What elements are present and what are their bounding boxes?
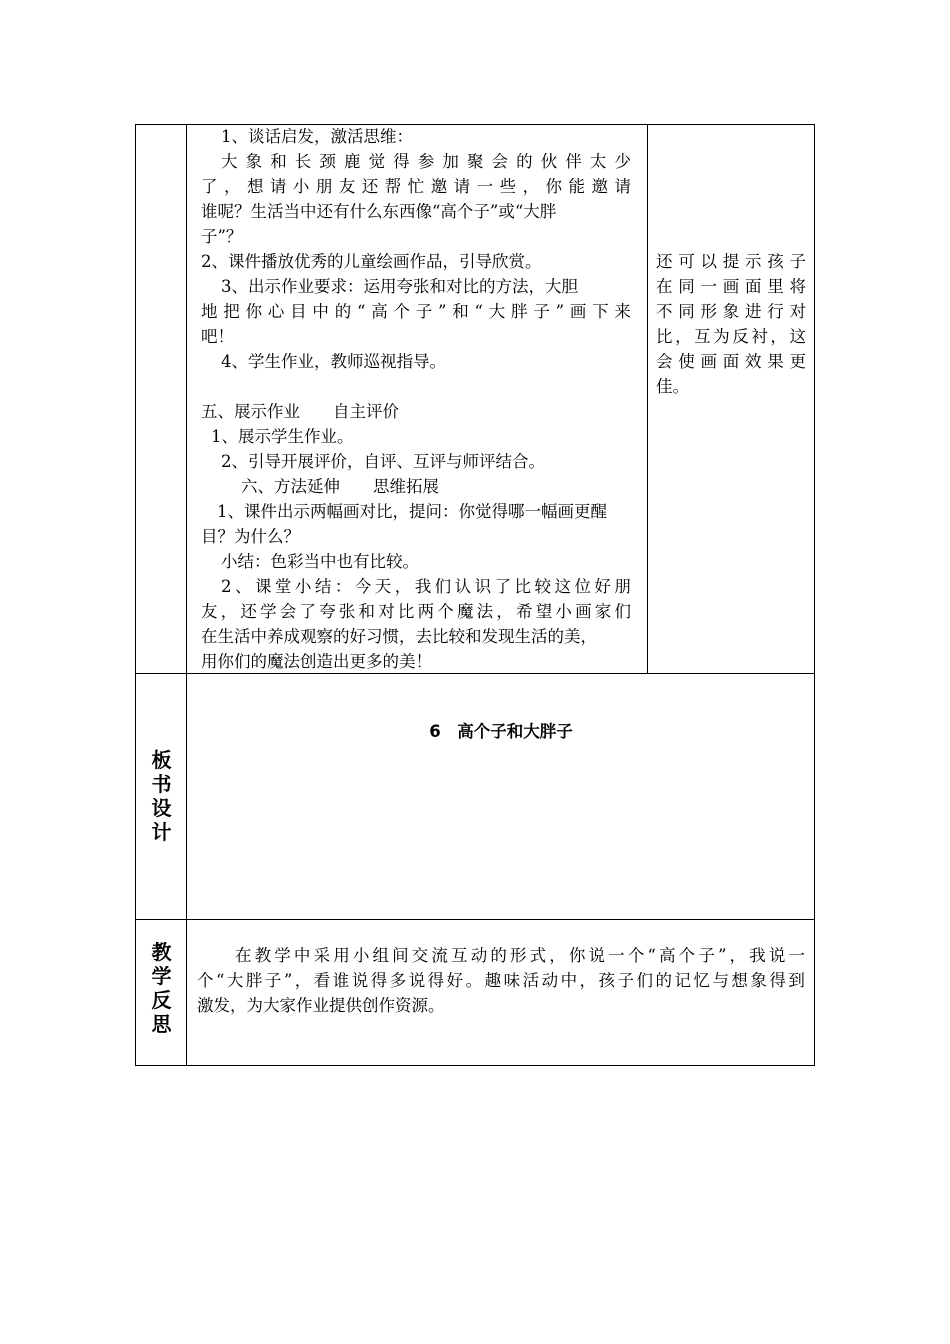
process-line: 2、课件播放优秀的儿童绘画作品，引导欣赏。 xyxy=(201,252,542,271)
intent-line: 比 ， 互 为 反 衬 ， 这 xyxy=(656,327,806,346)
reflection-line: 个 “ 大 胖 子 ” ， 看 谁 说 得 多 说 得 好 。 趣 味 活 动 中 ， 孩 子 们 的 记 忆 与 想 象 得 到 xyxy=(197,971,805,990)
process-line: 五、展示作业 自主评价 xyxy=(201,402,399,421)
process-line: 目？为什么？ xyxy=(201,527,300,546)
process-line: 友 ， 还 学 会 了 夸 张 和 对 比 两 个 魔 法 ， 希 望 小 画 家 们 xyxy=(201,602,631,621)
process-line: 地 把 你 心 目 中 的 “ 高 个 子 ” 和 “ 大 胖 子 ” 画 下 来 xyxy=(201,302,631,321)
reflection-content-cell xyxy=(187,920,814,1065)
intent-line: 会 使 画 面 效 果 更 xyxy=(656,352,806,371)
reflection-label: 教学反思 xyxy=(151,940,172,1036)
process-line: 子”？ xyxy=(201,227,243,246)
intent-line: 还 可 以 提 示 孩 子 xyxy=(656,252,806,271)
process-line: 1、课件出示两幅画对比，提问：你觉得哪一幅画更醒 xyxy=(217,502,607,521)
process-line: 用你们的魔法创造出更多的美！ xyxy=(201,652,432,671)
board-title: 6 高个子和大胖子 xyxy=(429,722,573,741)
board-design-label: 板书设计 xyxy=(151,748,172,844)
process-line: 1、谈话启发，激活思维： xyxy=(221,127,413,146)
process-line: 吧！ xyxy=(201,327,234,346)
process-line: 六、方法延伸 思维拓展 xyxy=(241,477,439,496)
process-line: 2、引导开展评价，自评、互评与师评结合。 xyxy=(221,452,545,471)
intent-line: 在 同 一 画 面 里 将 xyxy=(656,277,806,296)
board-design-content-cell xyxy=(187,674,814,919)
reflection-line: 激发，为大家作业提供创作资源。 xyxy=(197,996,445,1015)
lesson-plan-table xyxy=(135,124,815,1066)
process-line: 在生活中养成观察的好习惯，去比较和发现生活的美， xyxy=(201,627,597,646)
process-line: 2 、 课 堂 小 结 ： 今 天 ， 我 们 认 识 了 比 较 这 位 好 朋 xyxy=(221,577,631,596)
design-intent-cell xyxy=(648,125,814,673)
intent-line: 佳。 xyxy=(656,377,689,396)
lesson-process-cell xyxy=(187,125,647,673)
process-line: 大 象 和 长 颈 鹿 觉 得 参 加 聚 会 的 伙 伴 太 少 xyxy=(221,152,631,171)
process-line: 4、学生作业，教师巡视指导。 xyxy=(221,352,446,371)
process-line: 小结：色彩当中也有比较。 xyxy=(221,552,419,571)
reflection-line: 在 教 学 中 采 用 小 组 间 交 流 互 动 的 形 式 ， 你 说 一 个 “ 高 个 子 ” ， 我 说 一 xyxy=(235,946,805,965)
process-line: 谁呢？生活当中还有什么东西像“高个子”或“大胖 xyxy=(201,202,557,221)
board-design-label-cell xyxy=(136,674,186,919)
intent-line: 不 同 形 象 进 行 对 xyxy=(656,302,806,321)
process-line: 1、展示学生作业。 xyxy=(211,427,354,446)
process-line: 3、出示作业要求：运用夸张和对比的方法，大胆 xyxy=(221,277,578,296)
process-line: 了 ， 想 请 小 朋 友 还 帮 忙 邀 请 一 些 ， 你 能 邀 请 xyxy=(201,177,631,196)
reflection-label-cell xyxy=(136,920,186,1065)
